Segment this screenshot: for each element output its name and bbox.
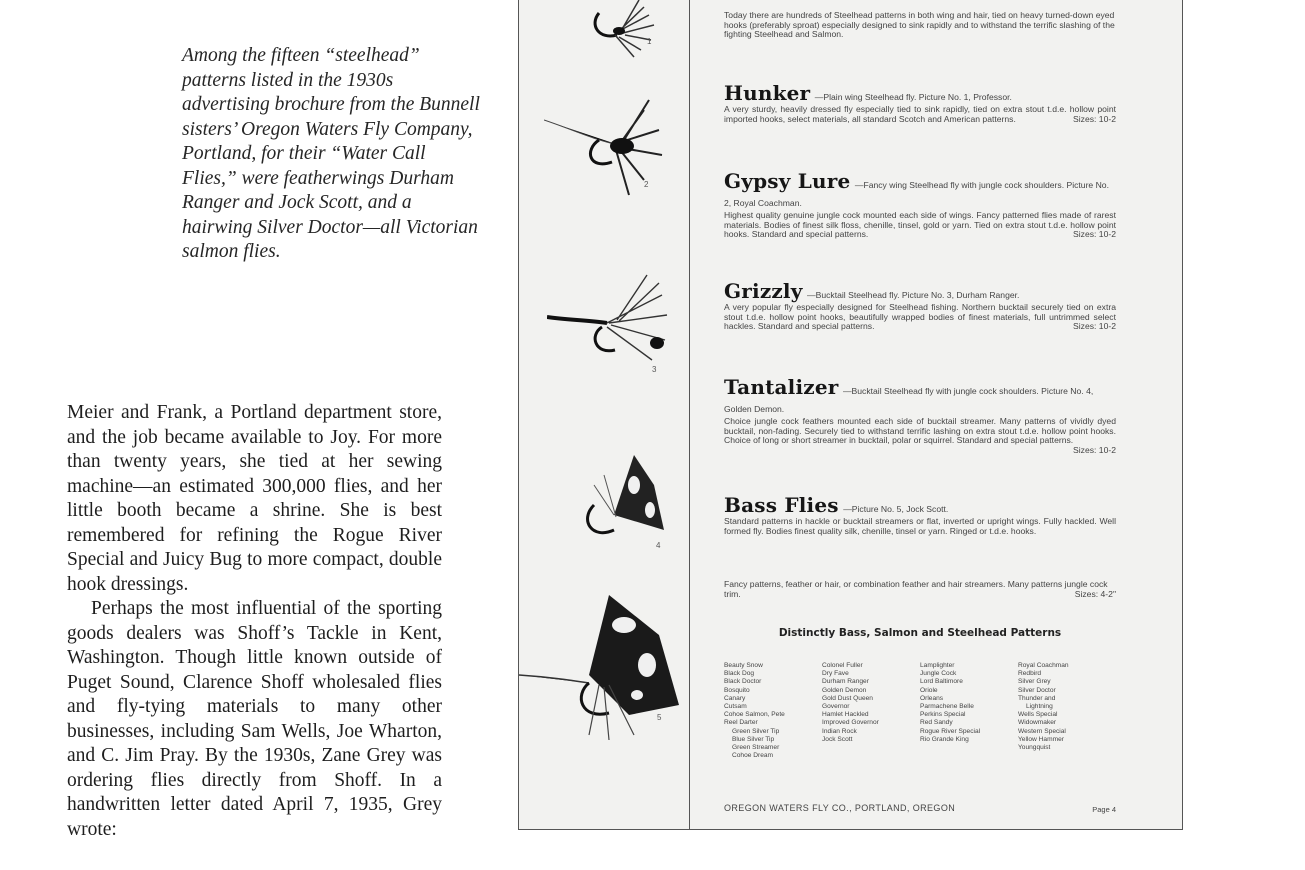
- pattern-list-column: [822, 662, 920, 760]
- pattern-extra-note: [724, 580, 1116, 599]
- list-item: Rogue River Special: [920, 727, 981, 735]
- figure-caption: Among the fifteen “steelhead” patterns listed in the 1930s advertising brochure from the Bunnell sisters’ Oregon Waters Fly Company, Portland, for their “Water Call Flies,” were featherwings Durham Ranger and Jock Scott, and a hairwing Silver Doctor—all Victorian salmon flies.: [182, 45, 480, 262]
- pattern-sizes: Sizes: 10-2: [1073, 113, 1116, 124]
- pattern-name: Hunker: [724, 81, 811, 105]
- list-item: Green Streamer: [732, 744, 780, 752]
- pattern-list-column: [920, 662, 1018, 760]
- list-item: Silver Grey: [1018, 678, 1051, 686]
- extra-note-text: Fancy patterns, feather or hair, or combination feather and hair streamers. Many patterns jungle cock trim.: [724, 579, 1108, 599]
- list-item: Oriole: [920, 686, 938, 694]
- list-item: Cutsam: [724, 703, 747, 711]
- pattern-subtitle: —Picture No. 5, Jock Scott.: [843, 504, 949, 514]
- list-item: Parmachene Belle: [920, 703, 974, 711]
- list-item: Perkins Special: [920, 711, 966, 719]
- pattern-sizes: Sizes: 10-2: [1073, 444, 1116, 455]
- fly-number: 3: [652, 365, 657, 374]
- list-item: Youngquist: [1018, 744, 1051, 752]
- list-item: Hamlet Hackled: [822, 711, 869, 719]
- pattern-name: Bass Flies: [724, 493, 839, 517]
- pattern-entry: [724, 493, 1116, 536]
- brochure-page-number: Page 4: [1092, 805, 1116, 814]
- list-item: Wells Special: [1018, 711, 1058, 719]
- brochure-footer-company: OREGON WATERS FLY CO., PORTLAND, OREGON: [724, 803, 956, 813]
- list-item: Improved Governor: [822, 719, 879, 727]
- pattern-description: Choice jungle cock feathers mounted each side of bucktail streamer. Many patterns of vividly dyed bucktail, non-fading. Securely tied to withstand terrific lashing on extra stout t.d.e. hollow point hooks. Choice of long or short streamer in bucktail, polar or squirrel. Standard and special patterns.: [724, 416, 1116, 446]
- list-item: Beauty Snow: [724, 662, 763, 669]
- list-item: Yellow Hammer: [1018, 735, 1064, 743]
- fly-number: 5: [657, 713, 662, 722]
- pattern-list-heading: Distinctly Bass, Salmon and Steelhead Patterns: [778, 627, 1062, 639]
- body-text: [67, 401, 442, 842]
- pattern-description: A very popular fly especially designed for Steelhead fishing. Northern bucktail securely tied on extra stout t.d.e. hollow point hooks, beautifully wrapped bodies of finest materials, full untrimmed select hackles. Standard and special patterns.: [724, 302, 1116, 332]
- pattern-entry: [724, 81, 1116, 124]
- fly-illustration: [547, 265, 677, 375]
- pattern-subtitle: —Bucktail Steelhead fly. Picture No. 3, Durham Ranger.: [807, 290, 1020, 300]
- list-item: Silver Doctor: [1018, 686, 1056, 694]
- list-item: Governor: [822, 703, 850, 711]
- fly-number: 2: [644, 180, 649, 189]
- list-item: Colonel Fuller: [822, 662, 863, 669]
- list-item: Widowmaker: [1018, 719, 1057, 727]
- body-paragraph: Perhaps the most influential of the sporting goods dealers was Shoff’s Tackle in Kent, Washington. Though little known outside of Puget Sound, Clarence Shoff wholesaled flies and fly-tying materials to many other businesses, including Sam Wells, Joe Wharton, and C. Jim Pray. By the 1930s, Zane Grey was ordering flies directly from Shoff. In a handwritten letter dated April 7, 1935, Grey wrote:: [67, 598, 442, 840]
- list-item: Gold Dust Queen: [822, 694, 873, 702]
- fly-illustrations: [519, 0, 690, 829]
- list-item: Dry Fave: [822, 670, 849, 678]
- fly-number: 1: [647, 37, 652, 46]
- list-item: Durham Ranger: [822, 678, 869, 686]
- list-item: Western Special: [1018, 727, 1066, 735]
- pattern-subtitle: —Bucktail Steelhead fly with jungle cock shoulders. Picture No. 4, Golden Demon.: [724, 386, 1094, 414]
- pattern-name: Grizzly: [724, 279, 803, 303]
- list-item: Cohoe Dream: [732, 752, 774, 760]
- pattern-description: Standard patterns in hackle or bucktail streamers or flat, inverted or upright wings. Fully hackled. Well formed fly. Bodies finest quality silk, chenille, tinsel or yarn. Ringed or t.d.e. hooks.: [724, 516, 1116, 536]
- list-item: Redbird: [1018, 670, 1042, 678]
- brochure-intro: Today there are hundreds of Steelhead patterns in both wing and hair, tied on heavy turned-down eyed hooks (preferably sproat) especially designed to sink rapidly and to withstand the terrific slashing of the fighting Steelhead and Salmon.: [724, 10, 1115, 40]
- pattern-description: Highest quality genuine jungle cock mounted each side of wings. Fancy patterned flies made of rarest materials. Bodies of finest silk floss, chenille, tinsel, gold or yarn. Tied on extra stout t.d.e. hollow point hooks. Standard and special patterns.: [724, 210, 1116, 240]
- fly-illustration: [579, 0, 669, 65]
- pattern-entry: [724, 169, 1116, 240]
- fly-illustration: [574, 445, 684, 555]
- list-item: Rio Grande King: [920, 735, 969, 743]
- pattern-sizes: Sizes: 10-2: [1073, 229, 1116, 240]
- pattern-name: Tantalizer: [724, 375, 839, 399]
- pattern-subtitle: —Plain wing Steelhead fly. Picture No. 1, Professor.: [814, 92, 1012, 102]
- pattern-list: [724, 662, 1116, 760]
- brochure-image: [518, 0, 1183, 830]
- body-paragraph: Meier and Frank, a Portland department store, and the job became available to Joy. For more than twenty years, she tied at her sewing machine—an estimated 300,000 flies, and her little booth became a shrine. She is best remembered for refining the Rogue River Special and Juicy Bug to more compact, double hook dressings.: [67, 402, 442, 595]
- list-item: Cohoe Salmon, Pete: [724, 711, 785, 719]
- pattern-entry: [724, 279, 1116, 332]
- list-item: Jock Scott: [822, 735, 853, 743]
- fly-illustration: [544, 90, 674, 200]
- list-item: Jungle Cock: [920, 670, 957, 678]
- list-item: Canary: [724, 694, 746, 702]
- list-item: Black Doctor: [724, 678, 762, 686]
- pattern-subtitle: —Fancy wing Steelhead fly with jungle cock shoulders. Picture No. 2, Royal Coachman.: [724, 180, 1109, 208]
- list-item: Black Dog: [724, 670, 755, 678]
- list-item: Lord Baltimore: [920, 678, 963, 686]
- pattern-sizes: Sizes: 10-2: [1073, 321, 1116, 332]
- fly-illustration: [519, 595, 689, 745]
- list-item: Bosquito: [724, 686, 750, 694]
- list-item: Thunder and: [1018, 694, 1056, 702]
- brochure-text: [724, 10, 1116, 814]
- list-item: Blue Silver Tip: [732, 735, 775, 743]
- list-item: Reel Darter: [724, 719, 758, 727]
- list-item: Red Sandy: [920, 719, 953, 727]
- list-item: Royal Coachman: [1018, 662, 1069, 669]
- pattern-list-column: [1018, 662, 1116, 760]
- pattern-description: A very sturdy, heavily dressed fly especially tied to sink rapidly, tied on extra stout t.d.e. hollow point imported hooks, select materials, all standard Scotch and American patterns.: [724, 104, 1116, 124]
- list-item: Green Silver Tip: [732, 727, 780, 735]
- list-item: Indian Rock: [822, 727, 857, 735]
- pattern-name: Gypsy Lure: [724, 169, 851, 193]
- list-item: Lamplighter: [920, 662, 955, 669]
- pattern-list-column: [724, 662, 822, 760]
- list-item: Orleans: [920, 694, 944, 702]
- pattern-sizes: Sizes: 4-2": [1074, 588, 1116, 599]
- fly-number: 4: [656, 541, 661, 550]
- list-item: Lightning: [1026, 703, 1053, 711]
- pattern-entry: [724, 375, 1116, 455]
- list-item: Golden Demon: [822, 686, 867, 694]
